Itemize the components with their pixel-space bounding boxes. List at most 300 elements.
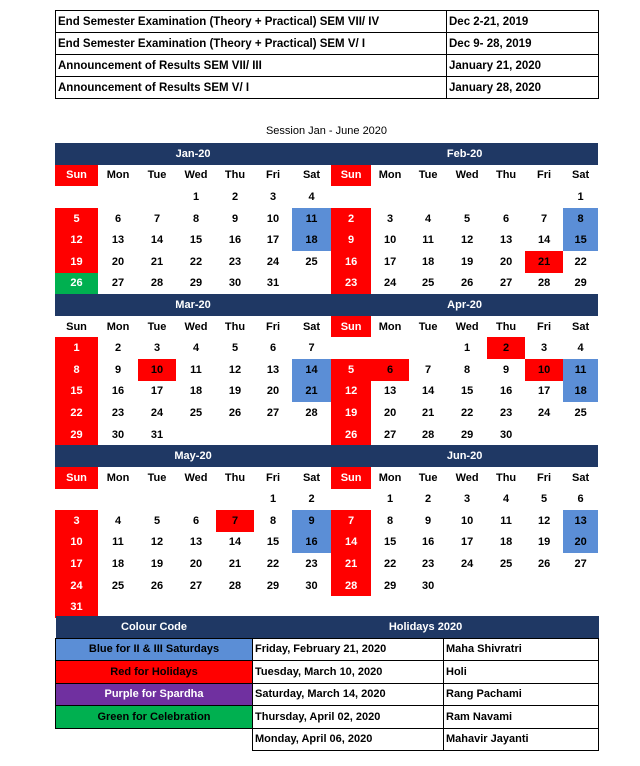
calendar-day: 9 (331, 229, 371, 251)
calendar-day: 5 (55, 208, 98, 230)
weekday-label: Fri (537, 471, 552, 484)
month-title: Jun-20 (331, 445, 598, 467)
calendar-day: 22 (189, 255, 203, 268)
calendar-day: 19 (55, 251, 98, 273)
calendar-empty (55, 186, 98, 208)
calendar-day: 24 (266, 255, 280, 268)
calendar-day: 28 (228, 579, 242, 592)
calendar-empty (525, 186, 563, 208)
calendar-day: 17 (460, 536, 474, 549)
calendar-day: 18 (499, 536, 513, 549)
calendar-day: 3 (541, 342, 548, 355)
week-row (55, 229, 598, 251)
legend-row (56, 638, 599, 661)
colour-code-header: Colour Code (56, 616, 253, 638)
calendar-day: 29 (266, 579, 280, 592)
calendar-day: 16 (331, 251, 371, 273)
week-row (55, 381, 598, 403)
calendar-day: 10 (383, 234, 397, 247)
calendar-day: 7 (541, 212, 548, 225)
calendar-day: 16 (499, 385, 513, 398)
calendar-day: 3 (269, 190, 277, 203)
calendar-empty (138, 489, 176, 511)
week-row (55, 596, 598, 618)
calendar-empty (563, 424, 598, 446)
calendar-day: 2 (114, 342, 122, 355)
holiday-date: Tuesday, March 10, 2020 (253, 661, 444, 684)
weekday-label: Fri (265, 320, 281, 333)
calendar-day: 19 (150, 558, 164, 571)
month-title: Feb-20 (331, 143, 598, 165)
calendar-empty (409, 186, 447, 208)
calendar-day: 31 (55, 596, 98, 618)
calendar-day: 2 (231, 190, 239, 203)
calendar-day: 10 (460, 514, 474, 527)
calendar-empty (371, 186, 409, 208)
academic-calendar (55, 143, 598, 618)
calendar-day: 1 (464, 342, 471, 355)
holiday-date: Thursday, April 02, 2020 (253, 706, 444, 729)
weekday-label: Sat (572, 169, 590, 182)
calendar-day: 27 (574, 558, 587, 571)
calendar-day: 24 (150, 406, 164, 419)
calendar-day: 12 (150, 536, 164, 549)
weekday-label: Sat (302, 169, 321, 182)
calendar-empty (525, 575, 563, 597)
calendar-empty (292, 596, 331, 618)
exam-row (56, 77, 599, 99)
calendar-day: 22 (55, 402, 98, 424)
week-row (55, 186, 598, 208)
calendar-day: 21 (331, 553, 371, 575)
calendar-day: 6 (577, 493, 584, 506)
calendar-day: 14 (537, 234, 551, 247)
calendar-day: 3 (387, 212, 394, 225)
weekday-label: Fri (537, 169, 552, 182)
exam-row (56, 33, 599, 55)
weekday-label: Mon (378, 471, 402, 484)
weekday-label: Wed (184, 471, 208, 484)
calendar-day: 7 (216, 510, 254, 532)
calendar-day: 26 (150, 579, 164, 592)
calendar-day: 10 (266, 212, 280, 225)
month-title: May-20 (55, 445, 331, 467)
calendar-day: 29 (574, 277, 587, 290)
holiday-name: Ram Navami (444, 706, 599, 729)
calendar-day: 11 (292, 208, 331, 230)
calendar-day: 26 (228, 406, 242, 419)
exam-event: End Semester Examination (Theory + Practical) SEM VII/ IV (56, 11, 447, 33)
calendar-day: 8 (464, 363, 471, 376)
weekday-label: Thu (495, 169, 517, 182)
weekday-label: Sun (55, 467, 98, 489)
weekday-label: Wed (455, 320, 479, 333)
weekday-label: Mon (378, 320, 402, 333)
weekday-label: Mon (106, 471, 130, 484)
calendar-empty (98, 186, 138, 208)
exam-date: Dec 2-21, 2019 (447, 11, 599, 33)
colour-key: Red for Holidays (56, 661, 253, 684)
calendar-empty (331, 186, 371, 208)
calendar-empty (138, 186, 176, 208)
calendar-day: 21 (421, 406, 435, 419)
calendar-day: 25 (499, 558, 513, 571)
calendar-day: 1 (192, 190, 200, 203)
exam-row (56, 55, 599, 77)
month-header-row (55, 143, 598, 165)
calendar-empty (138, 596, 176, 618)
month-header-row (55, 445, 598, 467)
month-title: Jan-20 (55, 143, 331, 165)
weekday-label: Thu (224, 320, 246, 333)
calendar-empty (487, 186, 525, 208)
calendar-day: 5 (541, 493, 548, 506)
calendar-day: 15 (189, 234, 203, 247)
calendar-day: 18 (189, 385, 203, 398)
exam-date: January 21, 2020 (447, 55, 599, 77)
holiday-date: Monday, April 06, 2020 (253, 728, 444, 751)
calendar-day: 1 (55, 337, 98, 359)
calendar-empty (176, 424, 216, 446)
calendar-day: 2 (308, 493, 315, 506)
weekday-label: Tue (418, 471, 438, 484)
weekday-label: Wed (184, 320, 208, 333)
weekday-label: Sat (572, 471, 590, 484)
weekday-label: Tue (418, 320, 438, 333)
calendar-day: 19 (460, 255, 474, 268)
calendar-day: 7 (153, 212, 161, 225)
calendar-day: 20 (111, 255, 125, 268)
calendar-day: 4 (114, 514, 122, 527)
calendar-day: 14 (292, 359, 331, 381)
calendar-day: 16 (111, 385, 125, 398)
calendar-empty (98, 489, 138, 511)
holiday-name: Maha Shivratri (444, 638, 599, 661)
calendar-day: 30 (111, 428, 125, 441)
calendar-day: 2 (487, 337, 525, 359)
exam-event: Announcement of Results SEM V/ I (56, 77, 447, 99)
exam-date: January 28, 2020 (447, 77, 599, 99)
month-title: Mar-20 (55, 294, 331, 316)
calendar-day: 15 (55, 381, 98, 403)
holiday-date: Saturday, March 14, 2020 (253, 683, 444, 706)
calendar-day: 31 (150, 428, 164, 441)
calendar-day: 2 (331, 208, 371, 230)
calendar-day: 17 (537, 385, 551, 398)
legend-row (56, 728, 599, 751)
weekday-label: Mon (378, 169, 402, 182)
calendar-empty (487, 575, 525, 597)
calendar-day: 12 (537, 514, 551, 527)
week-row (55, 489, 598, 511)
holiday-name: Holi (444, 661, 599, 684)
calendar-day: 13 (563, 510, 598, 532)
calendar-empty (331, 596, 371, 618)
calendar-day: 13 (499, 234, 513, 247)
calendar-empty (525, 596, 563, 618)
calendar-empty (331, 489, 371, 511)
calendar-empty (563, 575, 598, 597)
calendar-empty (176, 489, 216, 511)
calendar-day: 4 (308, 190, 315, 203)
calendar-day: 7 (331, 510, 371, 532)
calendar-day: 14 (228, 536, 242, 549)
exam-schedule-table (55, 10, 599, 99)
session-title: Session Jan - June 2020 (265, 125, 388, 137)
calendar-day: 11 (112, 536, 124, 549)
calendar-day: 24 (55, 575, 98, 597)
calendar-day: 28 (537, 277, 551, 290)
calendar-day: 15 (266, 536, 280, 549)
colour-key (56, 728, 253, 751)
weekday-label: Sun (331, 165, 371, 187)
calendar-day: 4 (577, 342, 584, 355)
calendar-day: 26 (537, 558, 551, 571)
calendar-day: 23 (305, 558, 318, 571)
calendar-day: 27 (189, 579, 203, 592)
weekday-label: Fri (265, 169, 281, 182)
colour-code-holidays-table (55, 616, 599, 751)
calendar-day: 17 (266, 234, 280, 247)
legend-row (56, 706, 599, 729)
calendar-day: 8 (55, 359, 98, 381)
calendar-day: 14 (150, 234, 164, 247)
calendar-day: 28 (331, 575, 371, 597)
weekday-label: Sun (55, 165, 98, 187)
calendar-day: 18 (421, 255, 435, 268)
calendar-empty (292, 424, 331, 446)
weekday-label: Thu (224, 169, 246, 182)
colour-key: Purple for Spardha (56, 683, 253, 706)
calendar-day: 4 (425, 212, 432, 225)
calendar-day: 29 (55, 424, 98, 446)
calendar-day: 29 (189, 277, 203, 290)
calendar-day: 27 (383, 428, 397, 441)
weekday-label: Tue (147, 471, 167, 484)
calendar-day: 30 (421, 579, 435, 592)
calendar-day: 26 (55, 273, 98, 295)
calendar-day: 19 (228, 385, 242, 398)
weekday-label: Sun (331, 467, 371, 489)
holiday-name: Rang Pachami (444, 683, 599, 706)
calendar-day: 3 (55, 510, 98, 532)
weekday-label: Wed (455, 169, 479, 182)
calendar-day: 7 (308, 342, 315, 355)
calendar-day: 6 (114, 212, 122, 225)
week-row (55, 424, 598, 446)
calendar-day: 21 (150, 255, 164, 268)
calendar-day: 31 (266, 277, 280, 290)
weekday-label: Sat (572, 320, 590, 333)
calendar-day: 22 (574, 255, 587, 268)
calendar-day: 12 (460, 234, 474, 247)
calendar-empty (331, 337, 371, 359)
calendar-empty (525, 424, 563, 446)
calendar-day: 23 (111, 406, 125, 419)
weekday-label: Fri (265, 471, 281, 484)
calendar-day: 12 (228, 363, 242, 376)
week-row (55, 553, 598, 575)
legend-row (56, 683, 599, 706)
calendar-day: 23 (499, 406, 513, 419)
calendar-day: 19 (331, 402, 371, 424)
calendar-day: 15 (383, 536, 397, 549)
calendar-day: 20 (563, 532, 598, 554)
calendar-day: 24 (460, 558, 474, 571)
week-row (55, 337, 598, 359)
weekday-label: Sat (302, 320, 321, 333)
calendar-day: 15 (563, 229, 598, 251)
weekday-label: Mon (106, 169, 130, 182)
weekday-label: Thu (495, 471, 517, 484)
colour-key: Green for Celebration (56, 706, 253, 729)
calendar-empty (447, 596, 487, 618)
week-row (55, 510, 598, 532)
calendar-day: 21 (525, 251, 563, 273)
calendar-day: 9 (292, 510, 331, 532)
calendar-day: 9 (503, 363, 510, 376)
calendar-day: 11 (563, 359, 598, 381)
calendar-empty (254, 596, 292, 618)
calendar-day: 1 (577, 190, 584, 203)
calendar-day: 6 (503, 212, 510, 225)
calendar-day: 21 (292, 381, 331, 403)
calendar-day: 26 (460, 277, 474, 290)
weekday-label: Mon (106, 320, 130, 333)
calendar-day: 9 (425, 514, 432, 527)
calendar-day: 16 (228, 234, 242, 247)
calendar-day: 14 (421, 385, 435, 398)
calendar-day: 6 (371, 359, 409, 381)
calendar-empty (447, 575, 487, 597)
legend-row (56, 661, 599, 684)
calendar-day: 5 (153, 514, 161, 527)
calendar-day: 30 (228, 277, 242, 290)
calendar-day: 28 (305, 406, 318, 419)
calendar-day: 28 (150, 277, 164, 290)
calendar-empty (176, 596, 216, 618)
weekday-label: Thu (495, 320, 517, 333)
calendar-day: 22 (383, 558, 397, 571)
calendar-day: 13 (266, 363, 280, 376)
calendar-empty (216, 596, 254, 618)
week-row (55, 208, 598, 230)
holidays-header: Holidays 2020 (253, 616, 599, 638)
calendar-empty (216, 489, 254, 511)
calendar-empty (447, 186, 487, 208)
calendar-day: 8 (192, 212, 200, 225)
calendar-day: 25 (189, 406, 203, 419)
calendar-day: 19 (537, 536, 551, 549)
calendar-day: 3 (153, 342, 161, 355)
holiday-date: Friday, February 21, 2020 (253, 638, 444, 661)
calendar-day: 4 (192, 342, 200, 355)
calendar-day: 13 (111, 234, 125, 247)
calendar-day: 20 (266, 385, 280, 398)
calendar-day: 26 (331, 424, 371, 446)
calendar-empty (371, 337, 409, 359)
week-row (55, 575, 598, 597)
calendar-day: 27 (266, 406, 280, 419)
calendar-empty (254, 424, 292, 446)
calendar-day: 6 (192, 514, 200, 527)
calendar-empty (371, 596, 409, 618)
calendar-day: 11 (190, 363, 202, 376)
calendar-day: 21 (228, 558, 242, 571)
calendar-empty (216, 424, 254, 446)
weekday-header-row (55, 165, 598, 187)
calendar-day: 23 (331, 273, 371, 295)
calendar-day: 18 (563, 381, 598, 403)
calendar-day: 8 (387, 514, 394, 527)
calendar-day: 24 (383, 277, 397, 290)
weekday-label: Sun (66, 320, 87, 333)
exam-event: End Semester Examination (Theory + Practical) SEM V/ I (56, 33, 447, 55)
calendar-day: 13 (383, 385, 397, 398)
calendar-day: 7 (425, 363, 432, 376)
exam-row (56, 11, 599, 33)
week-row (55, 532, 598, 554)
weekday-label: Fri (537, 320, 552, 333)
calendar-day: 28 (421, 428, 435, 441)
calendar-day: 9 (231, 212, 239, 225)
calendar-day: 12 (55, 229, 98, 251)
calendar-day: 27 (111, 277, 125, 290)
week-row (55, 402, 598, 424)
calendar-day: 13 (189, 536, 203, 549)
calendar-day: 2 (425, 493, 432, 506)
calendar-day: 25 (305, 255, 318, 268)
calendar-day: 14 (331, 532, 371, 554)
calendar-day: 16 (421, 536, 435, 549)
calendar-day: 11 (500, 514, 512, 527)
weekday-header-row (55, 467, 598, 489)
calendar-day: 4 (503, 493, 510, 506)
calendar-empty (292, 273, 331, 295)
calendar-empty (55, 489, 98, 511)
weekday-label: Sat (302, 471, 321, 484)
calendar-day: 5 (331, 359, 371, 381)
calendar-day: 10 (138, 359, 176, 381)
calendar-day: 20 (189, 558, 203, 571)
calendar-day: 10 (55, 532, 98, 554)
weekday-label: Wed (455, 471, 479, 484)
calendar-day: 17 (55, 553, 98, 575)
calendar-day: 6 (269, 342, 277, 355)
calendar-day: 25 (111, 579, 125, 592)
calendar-day: 27 (499, 277, 513, 290)
calendar-day: 8 (269, 514, 277, 527)
calendar-day: 23 (228, 255, 242, 268)
calendar-day: 8 (563, 208, 598, 230)
calendar-day: 16 (292, 532, 331, 554)
month-header-row (55, 294, 598, 316)
calendar-empty (409, 337, 447, 359)
exam-event: Announcement of Results SEM VII/ III (56, 55, 447, 77)
calendar-day: 1 (269, 493, 277, 506)
month-title: Apr-20 (331, 294, 598, 316)
calendar-day: 18 (111, 558, 125, 571)
weekday-label: Tue (147, 169, 167, 182)
weekday-label: Thu (224, 471, 246, 484)
calendar-day: 5 (231, 342, 239, 355)
calendar-day: 17 (383, 255, 397, 268)
calendar-empty (563, 596, 598, 618)
weekday-label: Sun (331, 316, 371, 338)
calendar-day: 3 (464, 493, 471, 506)
weekday-header-row (55, 316, 598, 338)
colour-key: Blue for II & III Saturdays (56, 638, 253, 661)
